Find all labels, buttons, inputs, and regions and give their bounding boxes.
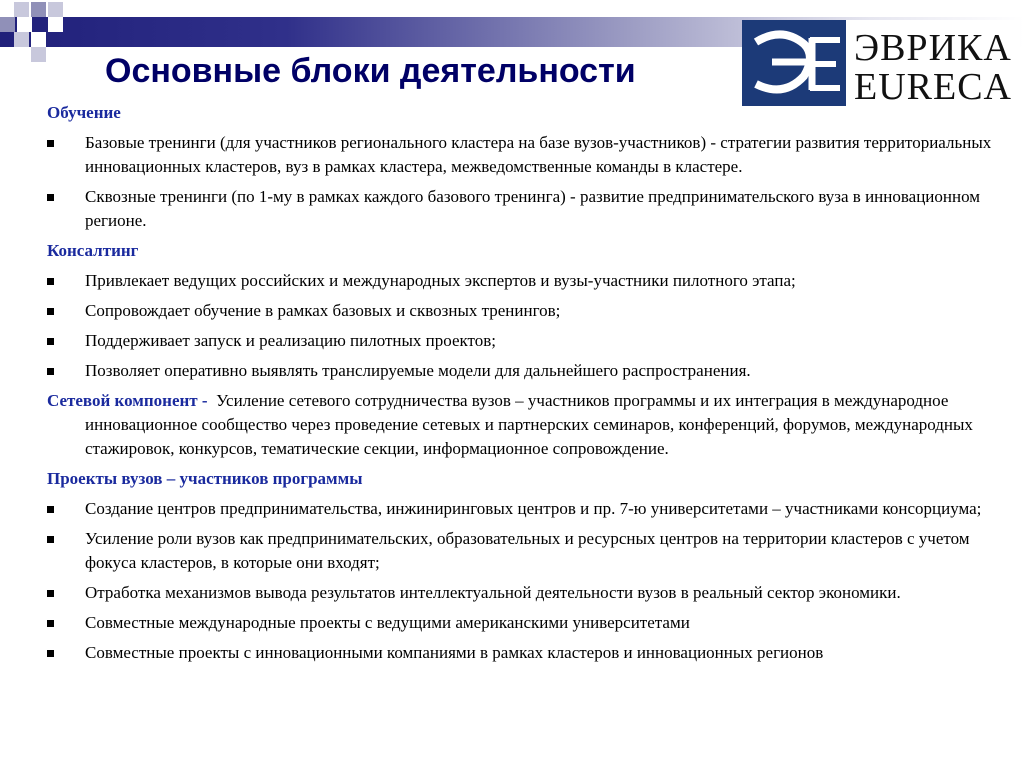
logo-text-line1: ЭВРИКА — [854, 27, 1012, 69]
list-item-text: Совместные международные проекты с ведущими американскими университетами — [85, 613, 690, 632]
list-item-text: Совместные проекты с инновационными компаниями в рамках кластеров и инновационных регионов — [85, 643, 824, 662]
bullet-square-icon — [47, 506, 54, 513]
section-heading-training: Обучение — [47, 103, 121, 122]
list-item — [47, 359, 997, 383]
list-item — [47, 269, 997, 293]
bullet-square-icon — [47, 194, 54, 201]
bullet-square-icon — [47, 650, 54, 657]
list-item — [47, 329, 997, 353]
list-item — [47, 299, 997, 323]
list-item-text: Сопровождает обучение в рамках базовых и сквозных тренингов; — [85, 301, 561, 320]
list-item-text: Усиление роли вузов как предпринимательских, образовательных и ресурсных центров на территории кластеров с учетом фокуса кластеров, в которые они входят; — [85, 529, 970, 572]
list-item — [47, 527, 997, 575]
list-item — [47, 581, 997, 605]
section-heading-consulting: Консалтинг — [47, 241, 139, 260]
bullet-square-icon — [47, 308, 54, 315]
network-text: Усиление сетевого сотрудничества вузов – участников программы и их интеграция в международное инновационное сообщество через проведение сетевых и партнерских семинаров, конференций, форумов, международных стажировок, конкурсов, тематические секции, информационное сопровождение. — [85, 391, 973, 458]
network-component-paragraph — [47, 389, 997, 461]
bullet-square-icon — [47, 368, 54, 375]
list-item-text: Сквозные тренинги (по 1-му в рамках каждого базового тренинга) - развитие предпринимательского вуза в инновационном регионе. — [85, 187, 981, 230]
list-item-text: Поддерживает запуск и реализацию пилотных проектов; — [85, 331, 497, 350]
list-item — [47, 611, 997, 635]
logo-mark-icon — [742, 20, 846, 106]
bullet-square-icon — [47, 590, 54, 597]
list-item — [47, 131, 997, 179]
section-heading-network: Сетевой компонент - — [47, 391, 208, 410]
bullet-square-icon — [47, 338, 54, 345]
list-item — [47, 641, 997, 665]
bullet-square-icon — [47, 140, 54, 147]
list-item-text: Базовые тренинги (для участников регионального кластера на базе вузов-участников) - стратегии развития территориальных инновационных кластеров, вуз в рамках кластера, межведомственные команды в кластере. — [85, 133, 992, 176]
list-item-text: Создание центров предпринимательства, инжиниринговых центров и пр. 7-ю университетами – участниками консорциума; — [85, 499, 982, 518]
list-item-text: Отработка механизмов вывода результатов интеллектуальной деятельности вузов в реальный сектор экономики. — [85, 583, 901, 602]
bullet-square-icon — [47, 620, 54, 627]
eureca-logo — [742, 20, 1020, 106]
list-item — [47, 497, 997, 521]
page-title: Основные блоки деятельности — [105, 52, 636, 90]
list-item-text: Привлекает ведущих российских и международных экспертов и вузы-участники пилотного этапа; — [85, 271, 796, 290]
slide-content — [47, 101, 997, 671]
list-item — [47, 185, 997, 233]
section-heading-projects: Проекты вузов – участников программы — [47, 469, 363, 488]
bullet-square-icon — [47, 278, 54, 285]
logo-text-line2: EURECA — [854, 66, 1012, 108]
list-item-text: Позволяет оперативно выявлять транслируемые модели для дальнейшего распространения. — [85, 361, 751, 380]
bullet-square-icon — [47, 536, 54, 543]
